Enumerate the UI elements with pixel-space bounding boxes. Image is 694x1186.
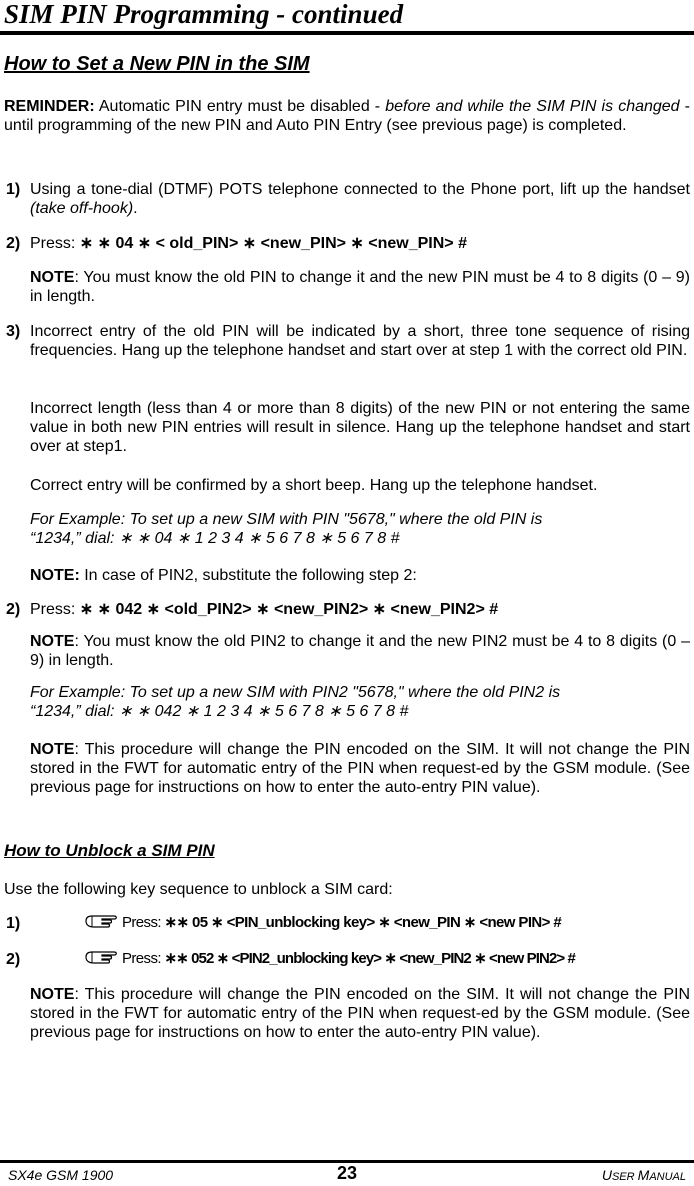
footer-manual-title: USER MANUAL <box>601 1167 686 1183</box>
note-procedure-2: NOTE: This procedure will change the PIN encoded on the SIM. It will not change the PIN stored in the FWT for automatic entry of the PIN when request-ed by the GSM module. (See previous page for instructions on how to enter the auto-entry PIN value). <box>30 986 690 1041</box>
example-1: For Example: To set up a new SIM with PIN "5678," where the old PIN is “1234,” dial: ∗ ∗ 04 ∗ 1 2 3 4 ∗ 5 6 7 8 ∗ 5 6 7 8 # <box>30 511 543 547</box>
page-number: 23 <box>336 1163 358 1183</box>
note-pin2-substitute: NOTE: In case of PIN2, substitute the following step 2: <box>30 567 417 584</box>
step-number: 2) <box>6 235 21 252</box>
header-rule <box>0 31 694 35</box>
footer-model: SX4e GSM 1900 <box>8 1167 114 1183</box>
example-2: For Example: To set up a new SIM with PIN2 "5678," where the old PIN2 is “1234,” dial: ∗ ∗ 042 ∗ 1 2 3 4 ∗ 5 6 7 8 ∗ 5 6 7 8 # <box>30 684 561 720</box>
step-number: 2) <box>6 951 21 968</box>
note-pin2-length: NOTE: You must know the old PIN2 to change it and the new PIN2 must be 4 to 8 digits (0 – 9) in length. <box>30 633 690 669</box>
note-procedure-1: NOTE: This procedure will change the PIN encoded on the SIM. It will not change the PIN stored in the FWT for automatic entry of the PIN when request-ed by the GSM module. (See previous page for instructions on how to enter the auto-entry PIN value). <box>30 741 690 796</box>
unblock-step-2: Press: ∗∗ 052 ∗ <PIN2_unblocking key> ∗ <new_PIN2 ∗ <new PIN2> # <box>84 948 690 971</box>
incorrect-length-paragraph: Incorrect length (less than 4 or more than 8 digits) of the new PIN or not entering the same value in both new PIN entries will result in silence. Hang up the telephone handset and start over at step1. <box>30 400 690 455</box>
section-heading-unblock-pin: How to Unblock a SIM PIN <box>4 841 215 860</box>
step-2-press-sequence: Press: ∗ ∗ 04 ∗ < old_PIN> ∗ <new_PIN> ∗ <new_PIN> # <box>30 235 467 252</box>
section-heading-set-new-pin: How to Set a New PIN in the SIM <box>4 53 310 75</box>
reminder-paragraph: REMINDER: Automatic PIN entry must be disabled - before and while the SIM PIN is changed - until programming of the new PIN and Auto PIN Entry (see previous page) is completed. <box>4 98 690 134</box>
step-number: 1) <box>6 181 21 198</box>
note-pin-length: NOTE: You must know the old PIN to change it and the new PIN must be 4 to 8 digits (0 – 9) in length. <box>30 269 690 305</box>
page-title: SIM PIN Programming - continued <box>4 0 404 29</box>
pointing-hand-icon <box>84 948 120 971</box>
step-number: 1) <box>6 915 21 932</box>
step-3-text: Incorrect entry of the old PIN will be indicated by a short, three tone sequence of rising frequencies. Hang up the telephone handset and start over at step 1 with the correct old PIN. <box>30 323 690 359</box>
step-2-pin2-press-sequence: Press: ∗ ∗ 042 ∗ <old_PIN2> ∗ <new_PIN2> ∗ <new_PIN2> # <box>30 601 499 618</box>
pointing-hand-icon <box>84 912 120 935</box>
step-number: 2) <box>6 601 21 618</box>
step-1-text: Using a tone-dial (DTMF) POTS telephone connected to the Phone port, lift up the handset (take off-hook). <box>30 181 690 217</box>
correct-entry-paragraph: Correct entry will be confirmed by a short beep. Hang up the telephone handset. <box>30 477 598 494</box>
step-number: 3) <box>6 323 21 340</box>
unblock-step-1: Press: ∗∗ 05 ∗ <PIN_unblocking key> ∗ <new_PIN ∗ <new PIN> # <box>84 912 690 935</box>
unblock-intro: Use the following key sequence to unblock a SIM card: <box>4 881 393 898</box>
